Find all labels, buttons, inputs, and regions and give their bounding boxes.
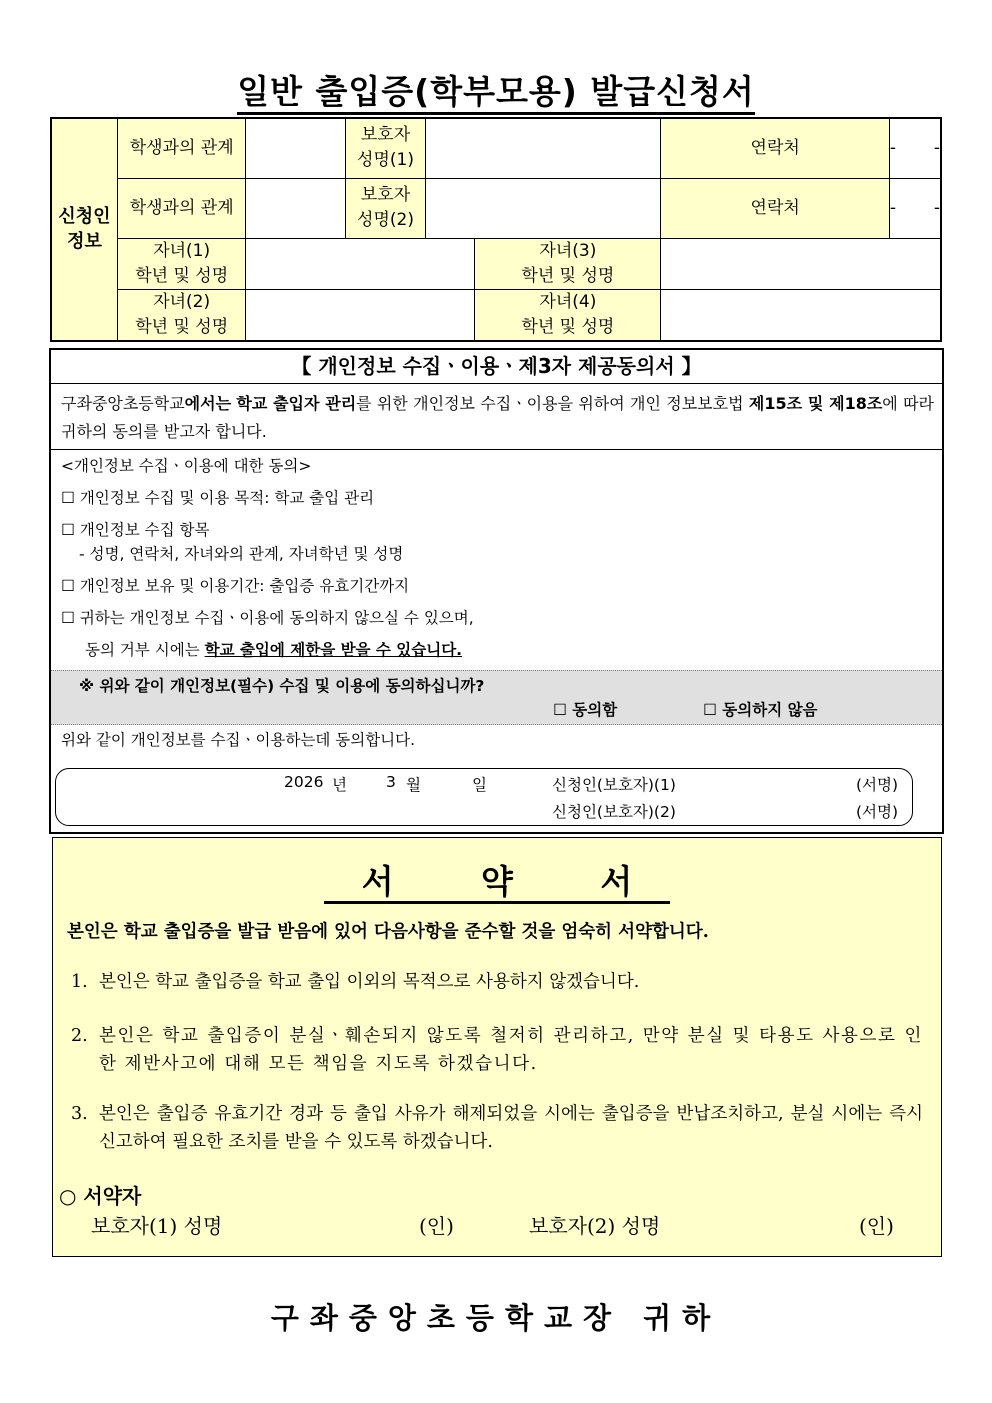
guardian2-name-field[interactable] — [425, 178, 660, 238]
contact-field-2[interactable]: - - — [889, 178, 941, 238]
guardian1-name-field[interactable] — [425, 118, 660, 178]
consent-intro: 구좌중앙초등학교에서는 학교 출입자 관리를 위한 개인정보 수집ㆍ이용을 위하여 개인 정보보호법 제15조 및 제18조에 따라 귀하의 동의를 받고자 합니다. — [51, 384, 942, 450]
consent-question: ※ 위와 같이 개인정보(필수) 수집 및 이용에 동의하십니까? — [79, 677, 485, 695]
disagree-checkbox[interactable]: ☐ 동의하지 않음 — [703, 701, 818, 719]
privacy-consent-box — [49, 348, 944, 834]
consent-item-fields-detail: - 성명, 연락처, 자녀와의 관계, 자녀학년 및 성명 — [79, 545, 404, 563]
applicant2-label: 신청인(보호자)(2) — [552, 803, 676, 821]
pledge-signer-label: ○ 서약자 — [59, 1184, 142, 1208]
relation-field-1[interactable] — [246, 118, 346, 178]
agree-statement: 위와 같이 개인정보를 수집ㆍ이용하는데 동의합니다. — [61, 731, 416, 749]
consent-question-band — [51, 670, 942, 725]
applicant1-sign[interactable]: (서명) — [856, 776, 899, 794]
child4-label: 자녀(4) 학년 및 성명 — [475, 289, 661, 341]
pledge-guardian2-name: 보호자(2) 성명 — [529, 1214, 661, 1238]
applicant-info-table — [50, 117, 942, 342]
consent-header: 【 개인정보 수집ㆍ이용ㆍ제3자 제공동의서 】 — [51, 350, 942, 384]
guardian2-name-label: 보호자 성명(2) — [346, 178, 426, 238]
consent-item-fields: ☐ 개인정보 수집 항목 — [61, 521, 210, 539]
year-value[interactable]: 2026 — [284, 773, 324, 791]
month-unit: 월 — [406, 776, 421, 794]
applicant1-label: 신청인(보호자)(1) — [552, 776, 676, 794]
pledge-item: 3. 본인은 출입증 유효기간 경과 등 출입 사유가 해제되었을 시에는 출입증을 반납조치하고, 분실 시에는 즉시 신고하여 필요한 조치를 받을 수 있도록 하겠습니다. — [71, 1104, 923, 1152]
consent-signature-box — [55, 768, 913, 826]
day-unit: 일 — [472, 776, 487, 794]
child1-label: 자녀(1) 학년 및 성명 — [117, 238, 245, 289]
consent-item-refuse-2: 동의 거부 시에는 학교 출입에 제한을 받을 수 있습니다. — [85, 641, 463, 659]
pledge-lead: 본인은 학교 출입증을 발급 받음에 있어 다음사항을 준수할 것을 엄숙히 서약합니다. — [67, 922, 709, 942]
applicant-section-label: 신청인 정보 — [51, 118, 117, 341]
guardian1-name-label: 보호자 성명(1) — [346, 118, 426, 178]
child3-label: 자녀(3) 학년 및 성명 — [475, 238, 661, 289]
relation-label-2: 학생과의 관계 — [117, 178, 245, 238]
contact-field-1[interactable]: - - — [889, 118, 941, 178]
applicant2-sign[interactable]: (서명) — [856, 803, 899, 821]
consent-section-title: <개인정보 수집ㆍ이용에 대한 동의> — [61, 457, 312, 475]
consent-item-refuse: ☐ 귀하는 개인정보 수집ㆍ이용에 동의하지 않으실 수 있으며, — [61, 609, 474, 627]
addressee-footer: 구좌중앙초등학교장 귀하 — [270, 1301, 722, 1335]
month-value[interactable]: 3 — [386, 773, 396, 791]
contact-label-1: 연락처 — [661, 118, 889, 178]
child1-field[interactable] — [246, 238, 475, 289]
child3-field[interactable] — [661, 238, 941, 289]
pledge-guardian1-name: 보호자(1) 성명 — [91, 1214, 223, 1238]
relation-field-2[interactable] — [246, 178, 346, 238]
form-title: 일반 출입증(학부모용) 발급신청서 — [0, 66, 992, 113]
consent-item-purpose: ☐ 개인정보 수집 및 이용 목적: 학교 출입 관리 — [61, 489, 375, 507]
child2-field[interactable] — [246, 289, 475, 341]
pledge-guardian1-seal[interactable]: (인) — [419, 1214, 454, 1238]
pledge-item: 1. 본인은 학교 출입증을 학교 출입 이외의 목적으로 사용하지 않겠습니다. — [71, 972, 640, 992]
pledge-item: 2. 본인은 학교 출입증이 분실ㆍ훼손되지 않도록 철저히 관리하고, 만약 분실 및 타용도 사용으로 인한 제반사고에 대해 모든 책임을 지도록 하겠습니다. — [71, 1026, 923, 1074]
consent-item-period: ☐ 개인정보 보유 및 이용기간: 출입증 유효기간까지 — [61, 577, 410, 595]
contact-label-2: 연락처 — [661, 178, 889, 238]
pledge-title: 서 약 서 — [53, 856, 941, 903]
pledge-guardian2-seal[interactable]: (인) — [859, 1214, 894, 1238]
child2-label: 자녀(2) 학년 및 성명 — [117, 289, 245, 341]
consent-body — [51, 450, 942, 662]
relation-label-1: 학생과의 관계 — [117, 118, 245, 178]
year-unit: 년 — [332, 776, 347, 794]
agree-checkbox[interactable]: ☐ 동의함 — [553, 701, 618, 719]
child4-field[interactable] — [661, 289, 941, 341]
pledge-box — [52, 837, 942, 1257]
